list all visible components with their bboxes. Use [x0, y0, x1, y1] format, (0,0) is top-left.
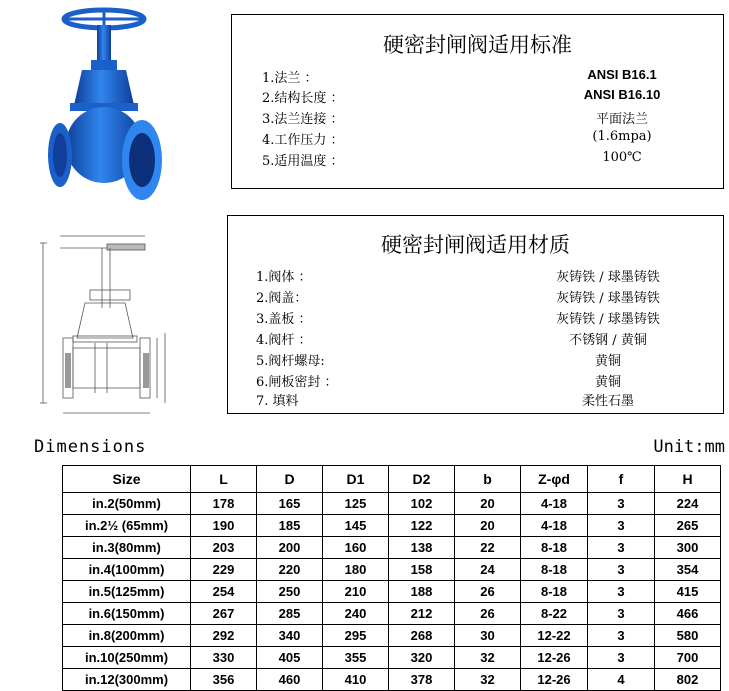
table-cell: 410 — [323, 669, 389, 691]
column-header: H — [655, 466, 721, 493]
standards-title: 硬密封闸阀适用标准 — [383, 33, 572, 57]
material-value: 黄铜 — [594, 375, 621, 390]
table-row — [63, 515, 721, 537]
material-label: 7. 填料 — [256, 394, 299, 409]
table-cell: 220 — [257, 559, 323, 581]
table-cell: 356 — [191, 669, 257, 691]
table-cell: 20 — [455, 493, 521, 515]
table-cell: 3 — [588, 647, 655, 669]
size-cell: in.2½ (65mm) — [63, 515, 191, 537]
table-cell: 24 — [455, 559, 521, 581]
material-label: 2.阀盖： — [256, 291, 308, 306]
table-cell: 210 — [323, 581, 389, 603]
material-value: 灰铸铁 / 球墨铸铁 — [556, 291, 660, 306]
table-cell: 340 — [257, 625, 323, 647]
table-cell: 180 — [323, 559, 389, 581]
table-cell: 3 — [588, 603, 655, 625]
table-cell: 26 — [455, 581, 521, 603]
size-cell: in.5(125mm) — [63, 581, 191, 603]
table-cell: 355 — [323, 647, 389, 669]
standard-value: ANSI B16.10 — [583, 87, 661, 102]
table-cell: 415 — [655, 581, 721, 603]
table-cell: 405 — [257, 647, 323, 669]
table-row — [63, 581, 721, 603]
standard-label: 5.适用温度 ： — [262, 154, 344, 169]
standard-label: 1.法兰 ： — [262, 71, 318, 86]
material-value: 灰铸铁 / 球墨铸铁 — [556, 270, 660, 285]
column-header: b — [455, 466, 521, 493]
table-cell: 8-18 — [521, 537, 588, 559]
table-cell: 12-22 — [521, 625, 588, 647]
table-cell: 466 — [655, 603, 721, 625]
table-cell: 285 — [257, 603, 323, 625]
material-label: 5.阀杆螺母: — [256, 354, 325, 369]
dimensions-table — [62, 465, 721, 691]
table-cell: 229 — [191, 559, 257, 581]
size-cell: in.6(150mm) — [63, 603, 191, 625]
table-cell: 8-22 — [521, 603, 588, 625]
size-cell: in.2(50mm) — [63, 493, 191, 515]
material-value: 黄铜 — [594, 354, 621, 369]
table-cell: 26 — [455, 603, 521, 625]
table-header-row — [63, 466, 721, 493]
column-header: Size — [63, 466, 191, 493]
table-cell: 188 — [389, 581, 455, 603]
dimensions-title: Dimensions — [34, 437, 147, 457]
standard-value: 平面法兰 — [595, 112, 648, 127]
table-row — [63, 493, 721, 515]
table-row — [63, 603, 721, 625]
dimensions-unit: Unit:mm — [653, 437, 725, 457]
column-header: D1 — [323, 466, 389, 493]
table-cell: 102 — [389, 493, 455, 515]
material-label: 1.阀体 ： — [256, 270, 312, 285]
table-cell: 32 — [455, 647, 521, 669]
table-cell: 3 — [588, 515, 655, 537]
table-cell: 4 — [588, 669, 655, 691]
table-cell: 320 — [389, 647, 455, 669]
material-value: 不锈钢 / 黄铜 — [569, 333, 647, 348]
table-cell: 12-26 — [521, 669, 588, 691]
table-cell: 265 — [655, 515, 721, 537]
table-cell: 185 — [257, 515, 323, 537]
table-cell: 32 — [455, 669, 521, 691]
table-cell: 3 — [588, 493, 655, 515]
table-cell: 4-18 — [521, 515, 588, 537]
standard-value: ANSI B16.1 — [587, 67, 657, 82]
table-cell: 212 — [389, 603, 455, 625]
material-label: 6.闸板密封 ： — [256, 375, 338, 390]
table-cell: 122 — [389, 515, 455, 537]
table-row — [63, 537, 721, 559]
table-cell: 802 — [655, 669, 721, 691]
table-cell: 330 — [191, 647, 257, 669]
table-cell: 378 — [389, 669, 455, 691]
table-cell: 8-18 — [521, 581, 588, 603]
table-row — [63, 625, 721, 647]
gate-valve-drawing — [35, 228, 170, 424]
table-cell: 12-26 — [521, 647, 588, 669]
table-cell: 160 — [323, 537, 389, 559]
table-cell: 8-18 — [521, 559, 588, 581]
table-cell: 254 — [191, 581, 257, 603]
size-cell: in.8(200mm) — [63, 625, 191, 647]
table-cell: 267 — [191, 603, 257, 625]
materials-panel — [227, 215, 724, 414]
size-cell: in.4(100mm) — [63, 559, 191, 581]
table-cell: 4-18 — [521, 493, 588, 515]
table-cell: 165 — [257, 493, 323, 515]
standards-panel — [231, 14, 724, 189]
standard-label: 4.工作压力 ： — [262, 133, 344, 148]
table-cell: 178 — [191, 493, 257, 515]
table-row — [63, 669, 721, 691]
table-cell: 125 — [323, 493, 389, 515]
table-cell: 3 — [588, 537, 655, 559]
table-cell: 580 — [655, 625, 721, 647]
column-header: D — [257, 466, 323, 493]
column-header: Z-φd — [521, 466, 588, 493]
table-cell: 3 — [588, 625, 655, 647]
table-cell: 240 — [323, 603, 389, 625]
table-cell: 292 — [191, 625, 257, 647]
size-cell: in.10(250mm) — [63, 647, 191, 669]
standard-label: 3.法兰连接 ： — [262, 112, 344, 127]
material-label: 4.阀杆 ： — [256, 333, 312, 348]
gate-valve-photo — [42, 5, 167, 210]
table-row — [63, 647, 721, 669]
table-cell: 30 — [455, 625, 521, 647]
table-cell: 250 — [257, 581, 323, 603]
table-row — [63, 559, 721, 581]
column-header: f — [588, 466, 655, 493]
size-cell: in.12(300mm) — [63, 669, 191, 691]
material-value: 灰铸铁 / 球墨铸铁 — [556, 312, 660, 327]
table-cell: 20 — [455, 515, 521, 537]
table-cell: 295 — [323, 625, 389, 647]
material-value: 柔性石墨 — [581, 394, 634, 409]
table-cell: 190 — [191, 515, 257, 537]
table-cell: 700 — [655, 647, 721, 669]
table-cell: 460 — [257, 669, 323, 691]
material-label: 3.盖板 ： — [256, 312, 312, 327]
table-cell: 22 — [455, 537, 521, 559]
standard-value: 100℃ — [602, 150, 642, 165]
table-cell: 138 — [389, 537, 455, 559]
table-cell: 224 — [655, 493, 721, 515]
materials-title: 硬密封闸阀适用材质 — [381, 233, 570, 257]
size-cell: in.3(80mm) — [63, 537, 191, 559]
table-cell: 268 — [389, 625, 455, 647]
column-header: L — [191, 466, 257, 493]
table-cell: 203 — [191, 537, 257, 559]
table-cell: 158 — [389, 559, 455, 581]
standard-value: (1.6mpa) — [592, 129, 652, 144]
table-cell: 300 — [655, 537, 721, 559]
table-cell: 3 — [588, 559, 655, 581]
standard-label: 2.结构长度 ： — [262, 91, 344, 106]
table-cell: 200 — [257, 537, 323, 559]
table-cell: 3 — [588, 581, 655, 603]
column-header: D2 — [389, 466, 455, 493]
table-cell: 145 — [323, 515, 389, 537]
table-cell: 354 — [655, 559, 721, 581]
